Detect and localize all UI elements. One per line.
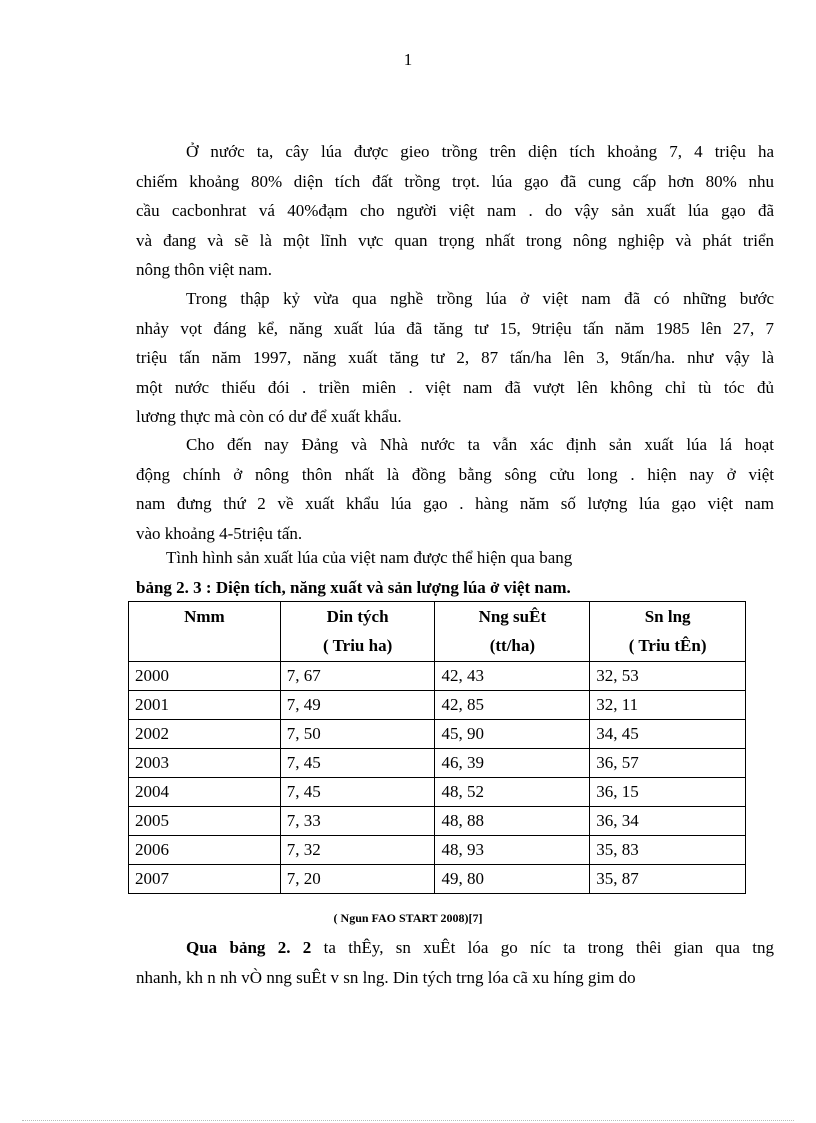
text-line: Trong thập kỷ vừa qua nghề trồng lúa ở việt nam đã có những bước (186, 289, 774, 308)
text-line: nhảy vọt đáng kể, năng xuất lúa đã tăng tư 15, 9triệu tấn năm 1985 lên 27, 7 (136, 318, 774, 338)
text-line: động chính ở nông thôn nhất là đồng bằng sông cửu long . hiện nay ở việt (136, 464, 774, 484)
text-line: lương thực mà còn có dư để xuất khẩu. (136, 407, 402, 426)
table-row: 2002 7, 50 45, 90 34, 45 (129, 720, 746, 749)
table-intro: Tình hình sản xuất lúa của việt nam được thể hiện qua bang (166, 548, 573, 567)
header-area: Din tých ( Triu ha) (280, 602, 435, 662)
text-line: nông thôn việt nam. (136, 260, 272, 279)
table-row: 2000 7, 67 42, 43 32, 53 (129, 662, 746, 691)
text-line: nhanh, kh n nh vÒ nng suÊt v sn lng. Din tých trng lóa cã xu híng gim do (136, 967, 636, 987)
text-line: một nước thiếu đói . triền miên . việt nam đã vượt lên không chỉ tù tóc đủ (136, 377, 774, 397)
table-row: 2003 7, 45 46, 39 36, 57 (129, 749, 746, 778)
table-row: 2006 7, 32 48, 93 35, 83 (129, 836, 746, 865)
page-bottom-border (22, 1120, 794, 1121)
table-row: 2001 7, 49 42, 85 32, 11 (129, 691, 746, 720)
table-header-row (129, 602, 746, 662)
table-caption: bảng 2. 3 : Diện tích, năng xuất và sản lượng lúa ở việt nam. (136, 578, 571, 597)
text-line: vào khoảng 4-5triệu tấn. (136, 523, 303, 543)
text-line: nam đưng thứ 2 về xuất khẩu lúa gạo . hàng năm số lượng lúa gạo việt nam (136, 494, 774, 513)
paragraph-analysis (136, 933, 774, 992)
table-row: 2005 7, 33 48, 88 36, 34 (129, 807, 746, 836)
header-year: Nmm (129, 602, 281, 662)
header-yield: Nng suÊt (tt/ha) (435, 602, 590, 662)
header-output: Sn lng ( Triu tÊn) (590, 602, 746, 662)
text-line: cầu cacbonhrat vá 40%đạm cho người việt nam . do vậy sản xuất lúa gạo đã (136, 201, 774, 220)
text-line: chiếm khoảng 80% diện tích đất trồng trọt. lúa gạo đã cung cấp hơn 80% nhu (136, 171, 774, 191)
table-row: 2004 7, 45 48, 52 36, 15 (129, 778, 746, 807)
text-line: và đang và sẽ là một lĩnh vực quan trọng nhất trong nông nghiệp và phát triển (136, 230, 774, 250)
table-source: ( Ngun FAO START 2008)[7] (333, 911, 483, 925)
text-line: Ở nước ta, cây lúa được gieo trồng trên diện tích khoảng 7, 4 triệu ha (186, 142, 774, 161)
text-line: triệu tấn năm 1997, năng xuất tăng tư 2, 87 tấn/ha lên 3, 9tấn/ha. như vậy là (136, 348, 774, 367)
bold-lead: Qua bảng 2. 2 (186, 938, 312, 957)
paragraph-decade-growth (136, 284, 774, 432)
paragraph-rice-area (136, 137, 774, 285)
table-row: 2007 7, 20 49, 80 35, 87 (129, 865, 746, 894)
page-number: 1 (403, 50, 413, 69)
rice-production-table (128, 601, 746, 894)
text-line: Cho đến nay Đảng và Nhà nước ta vẫn xác định sản xuất lúa lá hoạt (186, 435, 774, 454)
text-line: Qua bảng 2. 2 ta thÊy, sn xuÊt lóa go níc ta trong thêi gian qua tng (186, 938, 774, 957)
paragraph-export (136, 430, 774, 548)
